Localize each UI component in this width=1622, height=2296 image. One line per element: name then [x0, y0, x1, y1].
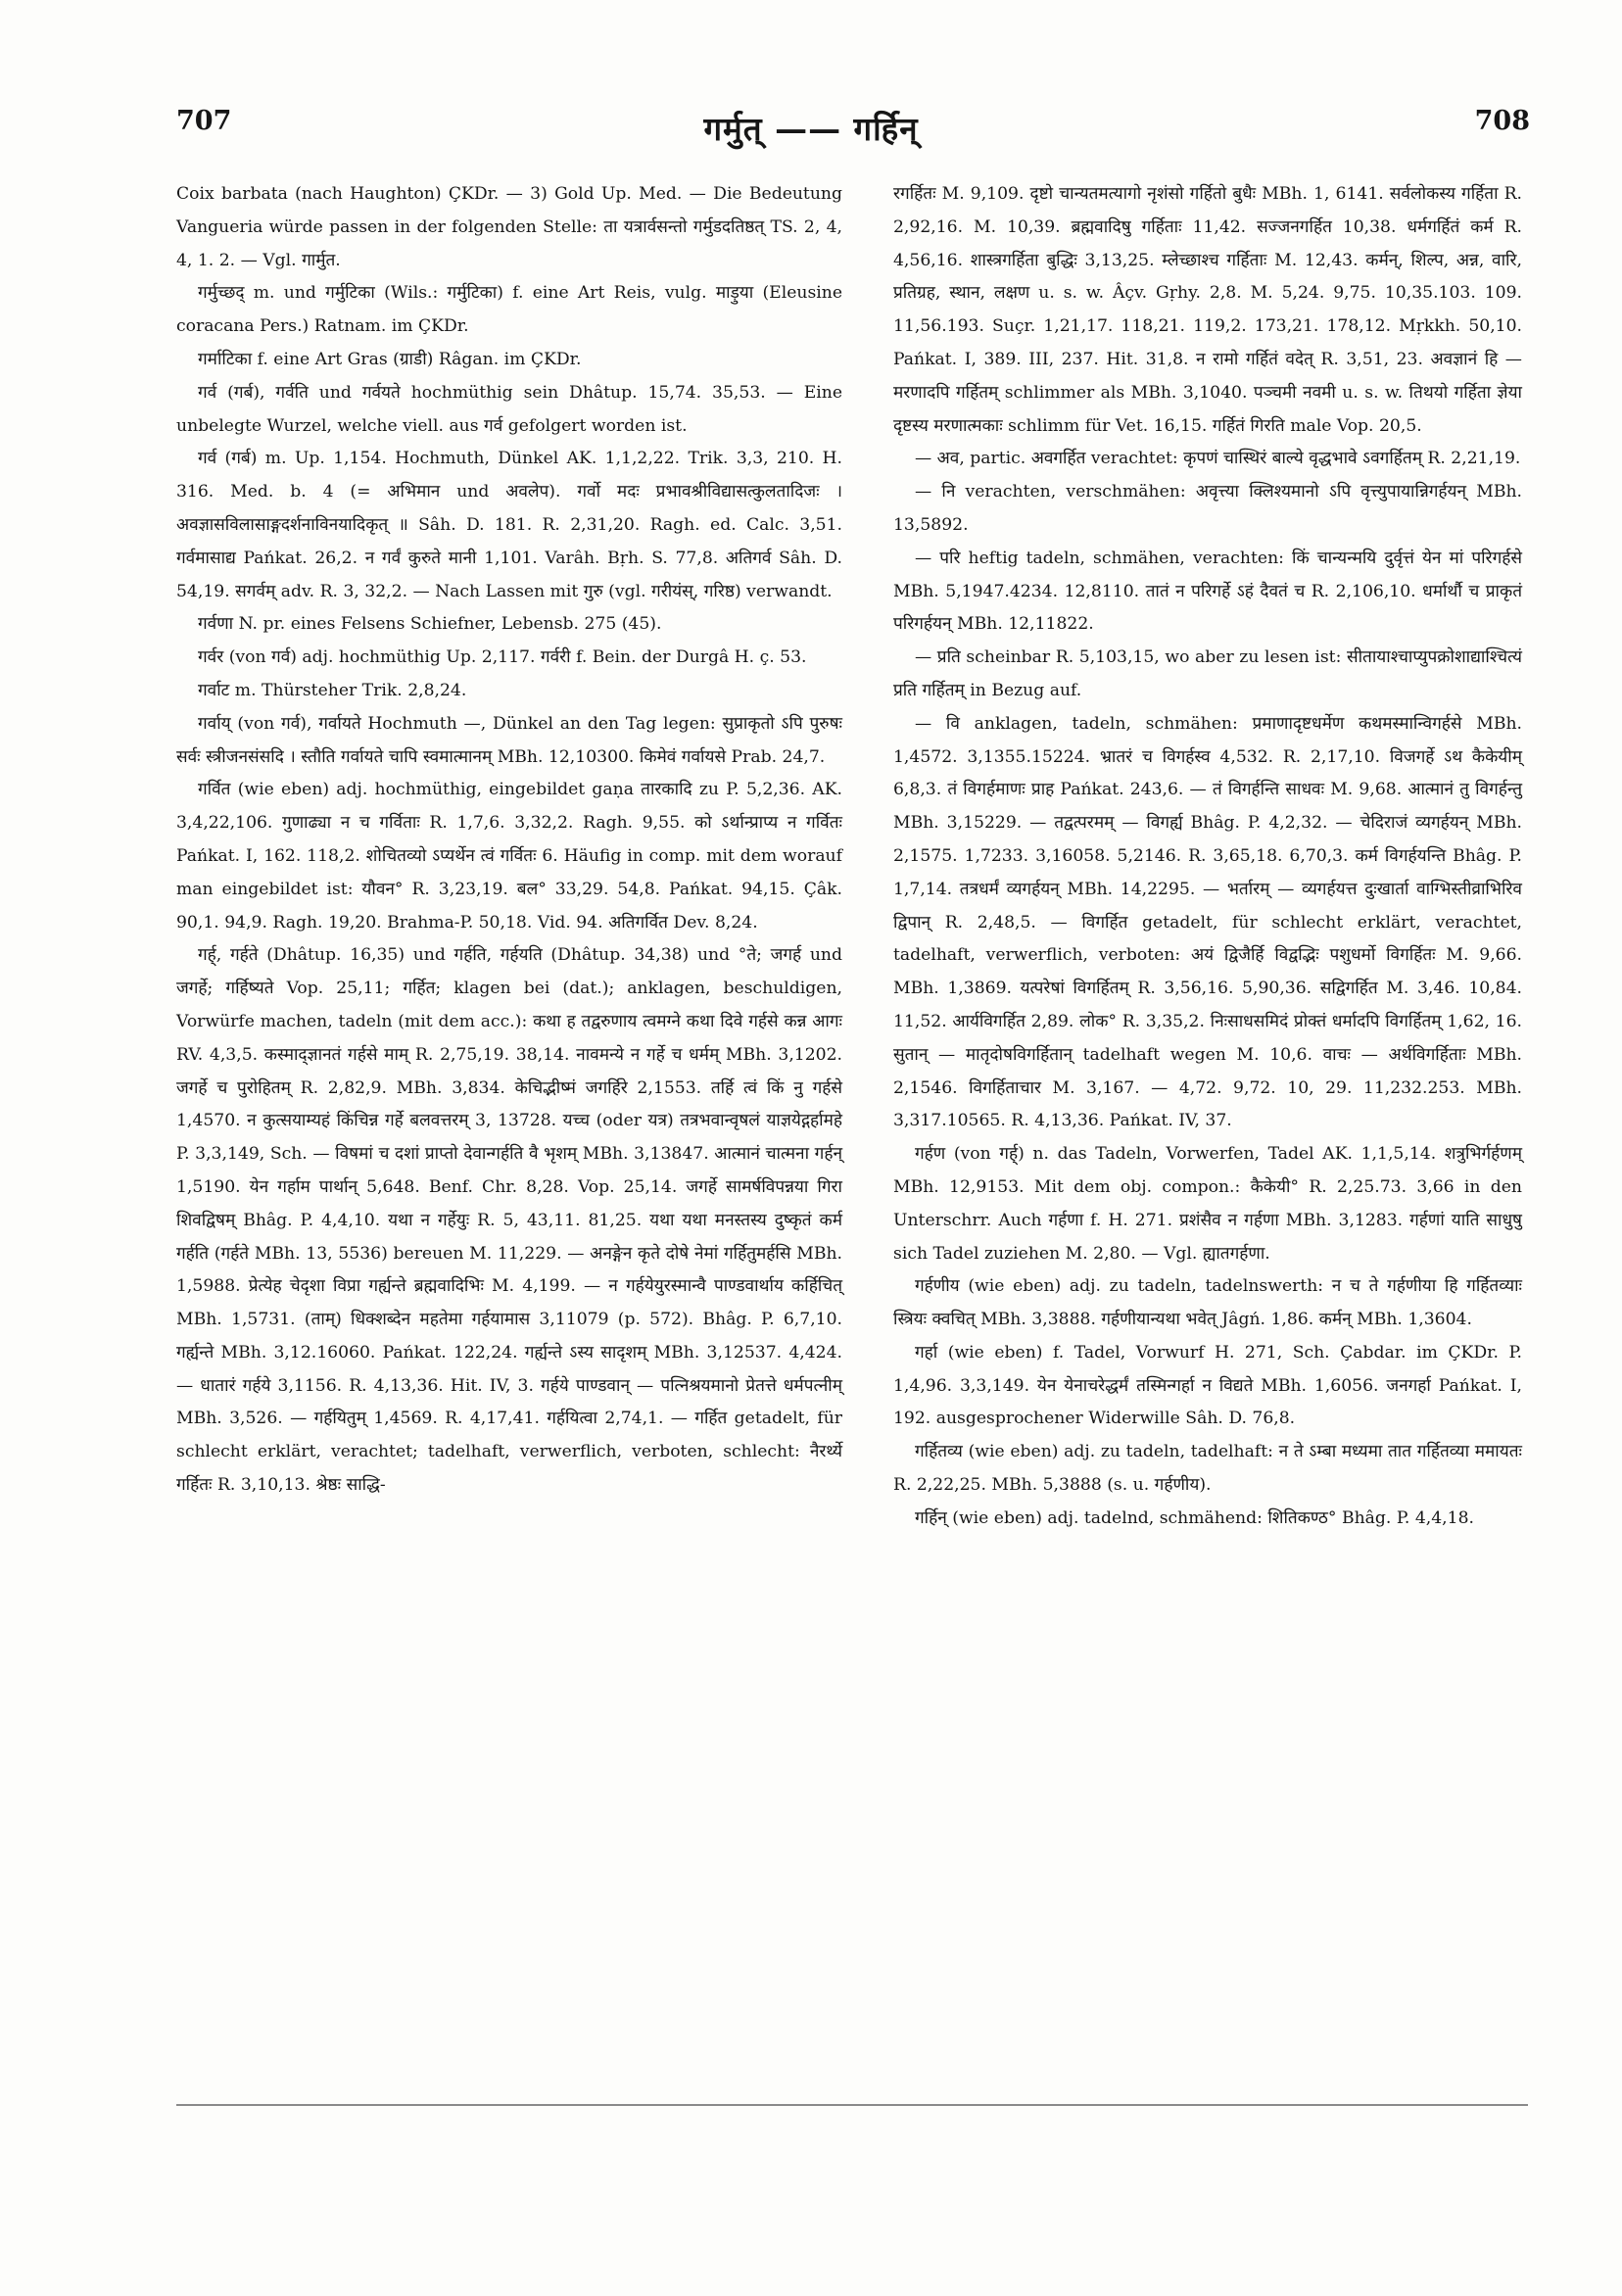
entry-paragraph: — वि anklagen, tadeln, schmähen: प्रमाणादृष्टधर्मेण कथमस्मान्विगर्हसे MBh. 1,4572. 3,1355.15224. भ्रातरं च विगर्हस्व 4,532. R. 2,17,10. विजगर्हे ऽथ कैकेयीम् 6,8,3. तं विगर्हमाणः प्राह Pańkat. 243,6. — तं विगर्हन्ति साधवः M. 9,68. आत्मानं तु विगर्हन्तु MBh. 3,15229. — तद्वत्परमम् — विगर्ह्य Bhâg. P. 4,2,32. — चेदिराजं व्यगर्हयन् MBh. 2,1575. 1,7233. 3,16058. 5,2146. R. 3,65,18. 6,70,3. कर्म विगर्हयन्ति Bhâg. P. 1,7,14. तत्रधर्मं व्यगर्हयन् MBh. 14,2295. — भर्तारम् — व्यगर्हयत्त दुःखार्ता वाग्भिस्तीव्राभिरिव द्विपान् R. 2,48,5. — विगर्हित getadelt, für schlecht erklärt, verachtet, tadelhaft, verwerflich, verboten: अयं द्विजैर्हि विद्वद्भिः पशुधर्मो विगर्हितः M. 9,66. MBh. 1,3869. यत्परेषां विगर्हितम् R. 3,56,16. 5,90,36. सद्विगर्हित M. 3,46. 10,84. 11,52. आर्यविगर्हित 2,89. लोक° R. 3,35,2. निःसाधसमिदं प्रोक्तं धर्मादपि विगर्हितम् 1,62, 16. सुतान् — मातृदोषविगर्हितान् tadelhaft wegen M. 10,6. वाचः — अर्थविगर्हिताः MBh. 2,1546. विगर्हिताचार M. 3,167. — 4,72. 9,72. 10, 29. 11,232.253. MBh. 3,317.10565. R. 4,13,36. Pańkat. IV, 37.	[893, 713, 1522, 1131]
entry-paragraph: गर्वाय् (von गर्व), गर्वायते Hochmuth —, Dünkel an den Tag legen: सुप्राकृतो ऽपि पुरुषः सर्वः स्त्रीजनसंसदि । स्तौति गर्वायते चापि स्वमात्मानम् MBh. 12,10300. किमेवं गर्वायसे Prab. 24,7.	[176, 713, 842, 767]
page-header	[0, 106, 1622, 155]
entry-paragraph: गर्वणा N. pr. eines Felsens Schiefner, Lebensb. 275 (45).	[198, 614, 662, 635]
page-number-right: 708	[1474, 106, 1530, 136]
entry-paragraph: — परि heftig tadeln, schmähen, verachten: किं चान्यन्मयि दुर्वृत्तं येन मां परिगर्हसे MBh. 5,1947.4234. 12,8110. तातं न परिगर्हे ऽहं दैवतं च R. 2,106,10. धर्मार्थौ च प्राकृतं परिगर्हयन् MBh. 12,11822.	[893, 548, 1522, 635]
entry-paragraph: गर्हिन् (wie eben) adj. tadelnd, schmähend: शितिकण्ठ° Bhâg. P. 4,4,18.	[915, 1507, 1474, 1528]
entry-paragraph: गर्वाट m. Thürsteher Trik. 2,8,24.	[198, 680, 467, 700]
entry-paragraph: गर्व (गर्ब), गर्वति und गर्वयते hochmüthig sein Dhâtup. 15,74. 35,53. — Eine unbelegte Wurzel, welche viell. aus गर्व gefolgert worden ist.	[176, 382, 842, 436]
entry-paragraph: गर्हितव्य (wie eben) adj. zu tadeln, tadelhaft: न ते ऽम्बा मध्यमा तात गर्हितव्या ममायतः R. 2,22,25. MBh. 5,3888 (s. u. गर्हणीय).	[893, 1442, 1522, 1496]
running-title: गर्मुत् —— गर्हिन्	[703, 110, 919, 148]
right-column	[893, 178, 1522, 1536]
entry-paragraph: गर्माटिका f. eine Art Gras (ग्राडी) Râgan. im ÇKDr.	[198, 349, 582, 369]
page-number-left: 707	[176, 106, 232, 136]
entry-paragraph: — नि verachten, verschmähen: अवृत्त्या क्लिश्यमानो ऽपि वृत्त्युपायान्निगर्हयन् MBh. 13,5892.	[893, 482, 1522, 535]
footer-rule	[176, 2104, 1528, 2106]
entry-paragraph: गर्हणीय (wie eben) adj. zu tadeln, tadelnswerth: न च ते गर्हणीया हि गर्हितव्याः स्त्रियः क्वचित् MBh. 3,3888. गर्हणीयान्यथा भवेत् Jâgń. 1,86. कर्मन् MBh. 1,3604.	[893, 1276, 1522, 1330]
entry-paragraph: गर्मुच्छद् m. und गर्मुटिका (Wils.: गर्मुटिका) f. eine Art Reis, vulg. माड़ुया (Eleusine coracana Pers.) Ratnam. im ÇKDr.	[176, 283, 842, 337]
entry-paragraph: गर्ह्, गर्हते (Dhâtup. 16,35) und गर्हति, गर्हयति (Dhâtup. 34,38) und °ते; जगर्ह und जगर्हे; गर्हिष्यते Vop. 25,11; गर्हित; klagen bei (dat.); anklagen, beschuldigen, Vorwürfe machen, tadeln (mit dem acc.): कथा ह तद्वरुणाय त्वमग्ने कथा दिवे गर्हसे कन्न आगः RV. 4,3,5. कस्माद्ज्ञानतं गर्हसे माम् R. 2,75,19. 38,14. नावमन्ये न गर्हे च धर्मम् MBh. 3,1202. जगर्हे च पुरोहितम् R. 2,82,9. MBh. 3,834. केचिद्भीष्मं जगर्हिरे 2,1553. तर्हि त्वं किं नु गर्हसे 1,4570. न कुत्सयाम्यहं किंचिन्न गर्हे बलवत्तरम् 3, 13728. यच्च (oder यत्र) तत्रभवान्वृषलं याज्ञयेद्गर्हामहे P. 3,3,149, Sch. — विषमां च दशां प्राप्तो देवान्गर्हति वै भृशम् MBh. 3,13847. आत्मानं चात्मना गर्हन् 1,5190. येन गर्हाम पार्थान् 5,648. Benf. Chr. 8,28. Vop. 25,14. जगर्हे सामर्षविपन्नया गिरा शिवद्विषम् Bhâg. P. 4,4,10. यथा न गर्हेयुः R. 5, 43,11. 81,25. यथा यथा मनस्तस्य दुष्कृतं कर्म गर्हति (गर्हते MBh. 13, 5536) bereuen M. 11,229. — अनङ्गेन कृते दोषे नेमां गर्हितुमर्हसि MBh. 1,5988. प्रेत्येह चेदृशा विप्रा गर्ह्यन्ते ब्रह्मवादिभिः M. 4,199. — न गर्हयेयुरस्मान्वै पाण्डवार्थाय कर्हिचित् MBh. 1,5731. (ताम्) धिक्शब्देन महतेमा गर्हयामास 3,11079 (p. 572). Bhâg. P. 6,7,10. गर्ह्यन्ते MBh. 3,12.16060. Pańkat. 122,24. गर्ह्यन्ते ऽस्य सादृशम् MBh. 3,12537. 4,424. — धातारं गर्हये 3,1156. R. 4,13,36. Hit. IV, 3. गर्हये पाण्डवान् — पत्निश्रयमानो प्रेतत्ते धर्मपत्नीम् MBh. 3,526. — गर्हयितुम् 1,4569. R. 4,17,41. गर्हयित्वा 2,74,1. — गर्हित getadelt, für schlecht erklärt, verachtet; tadelhaft, verwerflich, verboten, schlecht: नैरर्थ्ये गर्हितः R. 3,10,13. श्रेष्ठः साद्धि-	[176, 945, 842, 1496]
entry-paragraph: गर्हण (von गर्ह्) n. das Tadeln, Vorwerfen, Tadel AK. 1,1,5,14. शत्रुभिर्गर्हणम् MBh. 12,9153. Mit dem obj. compon.: कैकेयी° R. 2,25.73. 3,66 in den Unterschrr. Auch गर्हणा f. H. 271. प्रशंसैव न गर्हणा MBh. 3,1283. गर्हणां याति साधुषु sich Tadel zuziehen M. 2,80. — Vgl. ह्यातगर्हणा.	[893, 1144, 1522, 1264]
entry-paragraph: गर्व (गर्ब) m. Up. 1,154. Hochmuth, Dünkel AK. 1,1,2,22. Trik. 3,3, 210. H. 316. Med. b. 4 (= अभिमान und अवलेप). गर्वो मदः प्रभावश्रीविद्यासत्कुलतादिजः । अवज्ञासविलासाङ्गदर्शनाविनयादिकृत् ॥ Sâh. D. 181. R. 2,31,20. Ragh. ed. Calc. 3,51. गर्वमासाद्य Pańkat. 26,2. न गर्वं कुरुते मानी 1,101. Varâh. Bṛh. S. 77,8. अतिगर्व Sâh. D. 54,19. सगर्वम् adv. R. 3, 32,2. — Nach Lassen mit गुरु (vgl. गरीयंस्, गरिष्ठ) verwandt.	[176, 449, 842, 601]
entry-paragraph: — अव, partic. अवगर्हित verachtet: कृपणं चास्थिरं बाल्ये वृद्धभावे ऽवगर्हितम् R. 2,21,19.	[915, 449, 1521, 469]
entry-paragraph: गर्वर (von गर्व) adj. hochmüthig Up. 2,117. गर्वरी f. Bein. der Durgâ H. ç. 53.	[198, 647, 807, 668]
entry-paragraph: गर्वित (wie eben) adj. hochmüthig, eingebildet gaṇa तारकादि zu P. 5,2,36. AK. 3,4,22,106. गुणाढ्या न च गर्विताः R. 1,7,6. 3,32,2. Ragh. 9,55. को ऽर्थान्प्राप्य न गर्वितः Pańkat. I, 162. 118,2. शोचितव्यो ऽप्यर्थेन त्वं गर्वितः 6. Häufig in comp. mit dem worauf man eingebildet ist: यौवन° R. 3,23,19. बल° 33,29. 54,8. Pańkat. 94,15. Çâk. 90,1. 94,9. Ragh. 19,20. Brahma-P. 50,18. Vid. 94. अतिगर्वित Dev. 8,24.	[176, 780, 842, 933]
entry-paragraph: गर्हा (wie eben) f. Tadel, Vorwurf H. 271, Sch. Çabdar. im ÇKDr. P. 1,4,96. 3,3,149. येन येनाचरेद्धर्मं तस्मिन्गर्हा न विद्यते MBh. 1,6056. जनगर्हा Pańkat. I, 192. ausgesprochener Widerwille Sâh. D. 76,8.	[893, 1342, 1522, 1429]
left-column	[176, 178, 842, 1503]
entry-paragraph: — प्रति scheinbar R. 5,103,15, wo aber zu lesen ist: सीतायाश्चाप्युपक्रोशाद्याश्चित्यं प्रति गर्हितम् in Bezug auf.	[893, 647, 1522, 700]
entry-paragraph: रगर्हितः M. 9,109. दृष्टो चान्यतमत्यागो नृशंसो गर्हितो बुधैः MBh. 1, 6141. सर्वलोकस्य गर्हिता R. 2,92,16. M. 10,39. ब्रह्मवादिषु गर्हिताः 11,42. सज्जनगर्हित 10,38. धर्मगर्हितं कर्म R. 4,56,16. शास्त्रगर्हिता बुद्धिः 3,13,25. म्लेच्छाश्च गर्हिताः M. 12,43. कर्मन्, शिल्प, अन्न, वारि, प्रतिग्रह, स्थान, लक्षण u. s. w. Âçv. Gṛhy. 2,8. M. 5,24. 9,75. 10,35.103. 109. 11,56.193. Suçr. 1,21,17. 118,21. 119,2. 173,21. 178,12. Mṛkkh. 50,10. Pańkat. I, 389. III, 237. Hit. 31,8. न रामो गर्हितं वदेत् R. 3,51, 23. अवज्ञानं हि — मरणादपि गर्हितम् schlimmer als MBh. 3,1040. पञ्चमी नवमी u. s. w. तिथयो गर्हिता ज्ञेया दृष्टस्य मरणात्मकाः schlimm für Vet. 16,15. गर्हितं गिरति male Vop. 20,5.	[893, 184, 1522, 436]
entry-paragraph: Coix barbata (nach Haughton) ÇKDr. — 3) Gold Up. Med. — Die Bedeutung Vangueria würde passen in der folgenden Stelle: ता यत्रार्वसन्तो गर्मुडदतिष्ठत् TS. 2, 4, 4, 1. 2. — Vgl. गार्मुत.	[176, 184, 842, 270]
